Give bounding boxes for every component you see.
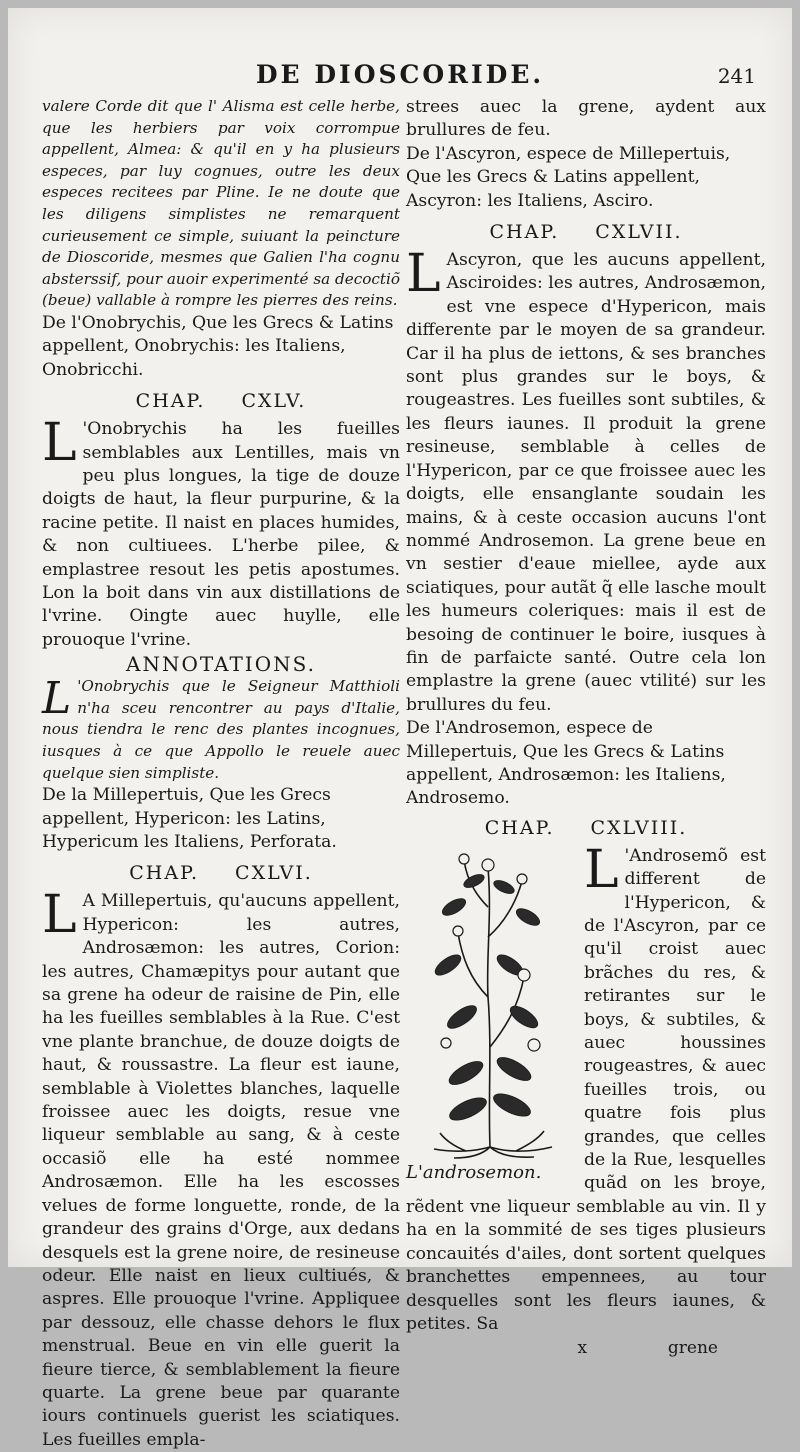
- paragraph-text: 'Androsemõ est different de l'Hypericon, & de l'Ascyron, par ce qu'il croist auec brãches du res, & retirantes sur le boys, & subtiles, & auec houssines rougeastres, & auec fueilles trois, ou quatre fois plus grandes, que celles de la Rue, lesquelles quãd on les broye, rẽdent vne liqueur semblable au vin. Il y ha en la sommité de ses tiges plusieurs concauités d'ailes, dont sortent quelques branchettes empennees, au tour desquelles sont les fleurs iaunes, & petites. Sa: [406, 845, 766, 1334]
- drop-cap: L: [42, 673, 72, 725]
- drop-cap: L: [42, 413, 77, 474]
- paragraph-text: 'Onobrychis que le Seigneur Matthioli n'ha sceu rencontrer au pays d'Italie, nous tiendra le renc des plantes incognues, iusques à ce que Appollo le reuele auec quelque sien simpliste.: [42, 677, 400, 782]
- chap-number: CXLVI.: [235, 862, 313, 885]
- catchword: grene: [667, 1338, 718, 1359]
- chap-word: CHAP.: [484, 816, 555, 839]
- running-header: DE DIOSCORIDE.: [255, 60, 545, 89]
- right-column: [406, 96, 766, 1358]
- paragraph-text: Ascyron, que les aucuns appellent, Asciroides: les autres, Androsæmon, est vne espece d'Hypericon, mais differente par le moyen de sa grandeur. Car il ha plus de iettons, & ses branches sont plus grandes sur le boys, & rougeastres. Les fueilles sont subtiles, & les fleurs iaunes. Il produit la grene resineuse, semblable à celles de l'Hypericon, par ce que froissee auec les doigts, elle ensanglante soudain les mains, & à ceste occasion aucuns l'ont nommé Androsemon. La grene beue en vn sestier d'eaue miellee, ayde aux sciatiques, pour autãt q̃ elle lasche moult les humeurs coleriques: mais il est de besoing de continuer le boire, iusques à fin de parfaicte santé. Outre cela lon emplastre la grene (auec vtilité) sur les brullures du feu.: [406, 250, 766, 715]
- section-heading-onobrychis: De l'Onobrychis, Que les Grecs & Latins appellent, Onobrychis: les Italiens, Onobricchi.: [42, 312, 394, 380]
- annotations-heading: ANNOTATIONS.: [126, 652, 316, 677]
- paragraph-androsemon: [406, 839, 766, 1337]
- plant-woodcut-figure: [406, 847, 574, 1185]
- chapter-heading-cxlvii: [406, 219, 766, 245]
- plant-woodcut-icon: [406, 847, 574, 1159]
- paragraph-onobrychis: [42, 413, 400, 652]
- left-column: [42, 96, 400, 1452]
- paragraph-millepertuis: [42, 885, 400, 1452]
- chap-word: CHAP.: [129, 862, 200, 885]
- paragraph-text: 'Onobrychis ha les fueilles semblables aux Lentilles, mais vn peu plus longues, la tige de douze doigts de haut, la fleur purpurine, & la racine petite. Il naist en places humides, & non cultiuees. L'herbe pilee, & emplastree resout les petis apostumes. Lon la boit dans vin aux distillations de l'vrine. Oingte auec huylle, elle prouoque l'vrine.: [42, 419, 400, 650]
- book-page: [8, 8, 792, 1450]
- continued-paragraph: strees auec la grene, aydent aux brullures de feu.: [406, 97, 766, 141]
- paragraph-ascyron: [406, 244, 766, 717]
- section-heading-ascyron: De l'Ascyron, espece de Millepertuis, Que les Grecs & Latins appellent, Ascyron: les Italiens, Asciro.: [406, 143, 731, 211]
- drop-cap: L: [584, 839, 619, 900]
- signature-and-catchword: [406, 1338, 718, 1358]
- chap-word: CHAP.: [489, 221, 560, 244]
- section-heading-millepertuis: De la Millepertuis, Que les Grecs appellent, Hypericon: les Latins, Hypericum les Italiens, Perforata.: [42, 785, 337, 852]
- page-number: 241: [717, 64, 756, 88]
- chapter-heading-cxlviii: [406, 815, 766, 841]
- chap-number: CXLVII.: [595, 221, 683, 244]
- drop-cap: L: [42, 885, 77, 946]
- figure-caption: L'androsemon.: [406, 1162, 542, 1184]
- chap-word: CHAP.: [135, 390, 206, 413]
- drop-cap: L: [406, 244, 441, 305]
- annotation-paragraph: [42, 673, 400, 784]
- section-heading-androsemon: De l'Androsemon, espece de Millepertuis, Que les Grecs & Latins appellent, Androsæmon: les Italiens, Androsemo.: [406, 718, 726, 809]
- paragraph-text: A Millepertuis, qu'aucuns appellent, Hypericon: les autres, Androsæmon: les autres, Corion: les autres, Chamæpitys pour autant que sa grene ha odeur de raisine de Pin, elle ha les fueilles semblables à la Rue. C'est vne plante branchue, de douze doigts de haut, & roussastre. La fleur est iaune, semblable à Violettes blanches, laquelle froissee auec les doigts, resue vne liqueur semblable au sang, & à ceste occasiõ elle ha esté nommee Androsæmon. Elle ha les escosses velues de forme longuette, ronde, de la grandeur des grains d'Orge, aux dedans desquels est la grene noire, de resineuse odeur. Elle naist en lieux cultiués, & aspres. Elle prouoque l'vrine. Appliquee par dessouz, elle chasse dehors le flux menstrual. Beue en vin elle guerit la fieure tierce, & semblablement la fieure quarte. La grene beue par quarante iours continuels guerist les sciatiques. Les fueilles empla-: [42, 891, 400, 1450]
- intro-italic-paragraph: valere Corde dit que l' Alisma est celle herbe, que les herbiers par voix corrompue appellent, Almea: & qu'il en y ha plusieurs especes, par luy cognues, outre les deux especes recitees par Pline. Ie ne doute que les diligens simplistes ne remarquent curieusement ce simple, suiuant la peincture de Dioscoride, mesmes que Galien l'ha cognu absterssif, pour auoir experimenté sa decoctiõ (beue) vallable à rompre les pierres des reins.: [42, 97, 400, 310]
- chap-number: CXLV.: [241, 390, 307, 413]
- chapter-heading-cxlvi: [42, 860, 400, 886]
- chapter-heading-cxlv: [42, 388, 400, 414]
- chap-number: CXLVIII.: [590, 816, 688, 839]
- signature-mark: x: [577, 1338, 588, 1359]
